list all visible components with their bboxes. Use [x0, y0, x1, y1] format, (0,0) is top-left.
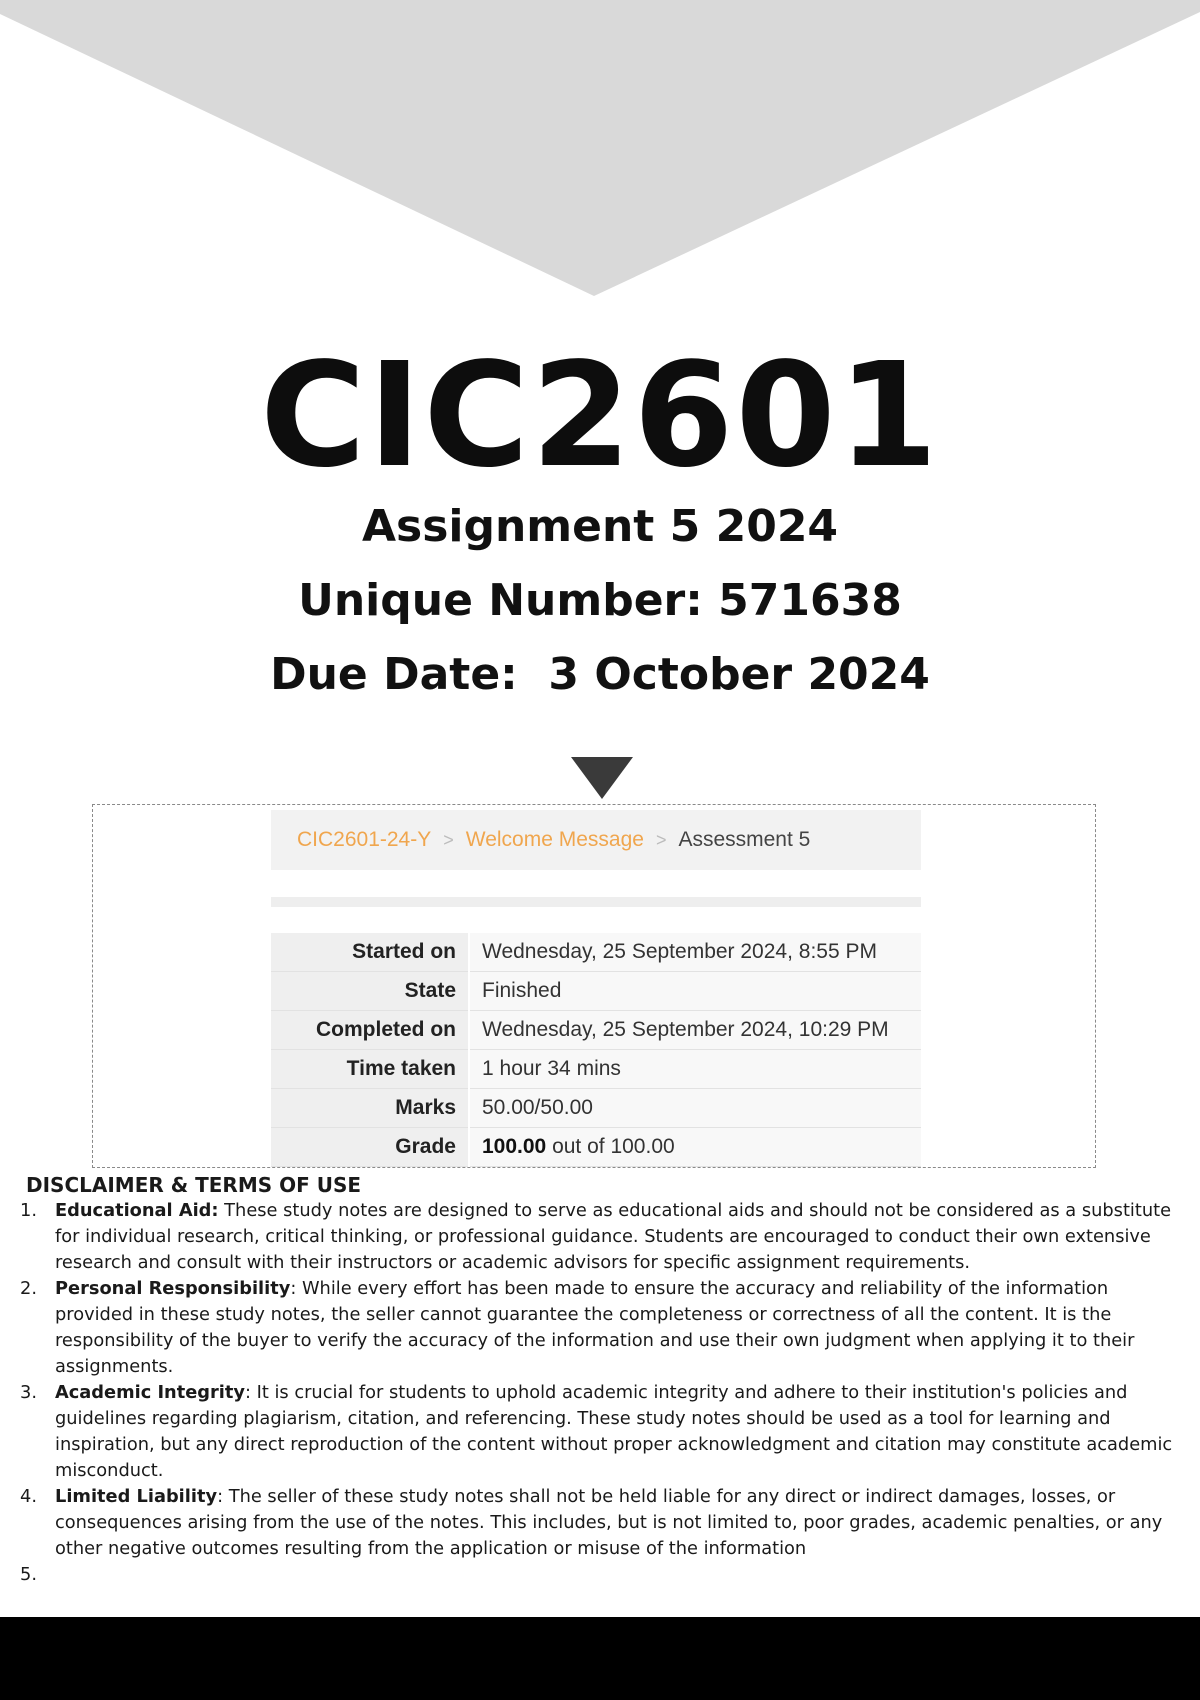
row-label-time-taken: Time taken [271, 1050, 469, 1089]
list-item [16, 1198, 1191, 1276]
item-title: Academic Integrity [55, 1382, 245, 1403]
cover-title-block [0, 331, 1200, 712]
table-row [271, 972, 921, 1011]
assignment-title: Assignment 5 2024 [361, 501, 839, 552]
item-number: 5. [20, 1564, 37, 1585]
table-row [271, 1089, 921, 1128]
row-label-marks: Marks [271, 1089, 469, 1128]
unique-number: Unique Number: 571638 [298, 575, 902, 626]
row-value-time-taken: 1 hour 34 mins [469, 1050, 921, 1089]
table-row [271, 1050, 921, 1089]
row-value-completed-on: Wednesday, 25 September 2024, 10:29 PM [469, 1011, 921, 1050]
down-arrow-icon [571, 757, 633, 799]
grade-out-of: out of 100.00 [546, 1135, 675, 1158]
table-row [271, 933, 921, 972]
disclaimer-section [16, 1172, 1191, 1585]
table-row [271, 1011, 921, 1050]
item-title: Personal Responsibility [55, 1278, 291, 1299]
chevron-banner [0, 0, 1200, 300]
item-number: 2. [20, 1278, 37, 1299]
divider [271, 897, 921, 907]
row-label-started-on: Started on [271, 933, 469, 972]
item-text: : The seller of these study notes shall not be held liable for any direct or indirect damages, losses, or consequences arising from the use of the notes. This includes, but is not limited to, poor grades, academic penalties, or any other negative outcomes resulting from the application or misuse of the information [55, 1486, 1163, 1559]
item-title: Educational Aid: [55, 1200, 219, 1221]
item-number: 3. [20, 1382, 37, 1403]
row-value-state: Finished [469, 972, 921, 1011]
row-label-completed-on: Completed on [271, 1011, 469, 1050]
row-label-grade: Grade [271, 1128, 469, 1167]
breadcrumb-section-link[interactable]: Welcome Message [465, 828, 644, 851]
chevron-right-icon: > [655, 829, 667, 850]
table-row [271, 1128, 921, 1167]
breadcrumb [271, 810, 921, 870]
item-number: 1. [20, 1200, 37, 1221]
lms-screenshot [92, 804, 1096, 1168]
item-title: Limited Liability [55, 1486, 218, 1507]
due-date: Due Date: 3 October 2024 [270, 649, 930, 700]
bottom-black-bar [0, 1617, 1200, 1700]
list-item [16, 1484, 1191, 1562]
row-value-grade [469, 1128, 921, 1167]
row-value-started-on: Wednesday, 25 September 2024, 8:55 PM [469, 933, 921, 972]
item-number: 4. [20, 1486, 37, 1507]
item-text: These study notes are designed to serve as educational aids and should not be considered as a substitute for individual research, critical thinking, or professional guidance. Students are encouraged to conduct their own extensive research and consult with their instructors or academic advisors for specific assignment requirements. [55, 1200, 1172, 1273]
item-text: : While every effort has been made to ensure the accuracy and reliability of the information provided in these study notes, the seller cannot guarantee the completeness or correctness of all the content. It is the responsibility of the buyer to verify the accuracy of the information and use their own judgment when applying it to their assignments. [55, 1278, 1135, 1377]
row-label-state: State [271, 972, 469, 1011]
course-code: CIC2601 [260, 331, 940, 499]
terms-list [16, 1198, 1191, 1585]
attempt-summary-table [271, 933, 921, 1167]
chevron-right-icon: > [443, 829, 454, 850]
row-value-marks: 50.00/50.00 [469, 1089, 921, 1128]
item-text: : It is crucial for students to uphold academic integrity and adhere to their institution's policies and guidelines regarding plagiarism, citation, and referencing. These study notes should be used as a tool for learning and inspiration, but any direct reproduction of the content without proper acknowledgment and citation may constitute academic misconduct. [55, 1382, 1173, 1481]
disclaimer-heading: DISCLAIMER & TERMS OF USE [26, 1173, 362, 1197]
breadcrumb-course-link[interactable]: CIC2601-24-Y [297, 828, 432, 851]
grade-score: 100.00 [482, 1135, 547, 1158]
list-item [16, 1276, 1191, 1380]
breadcrumb-current: Assessment 5 [678, 828, 811, 851]
list-item [16, 1380, 1191, 1484]
